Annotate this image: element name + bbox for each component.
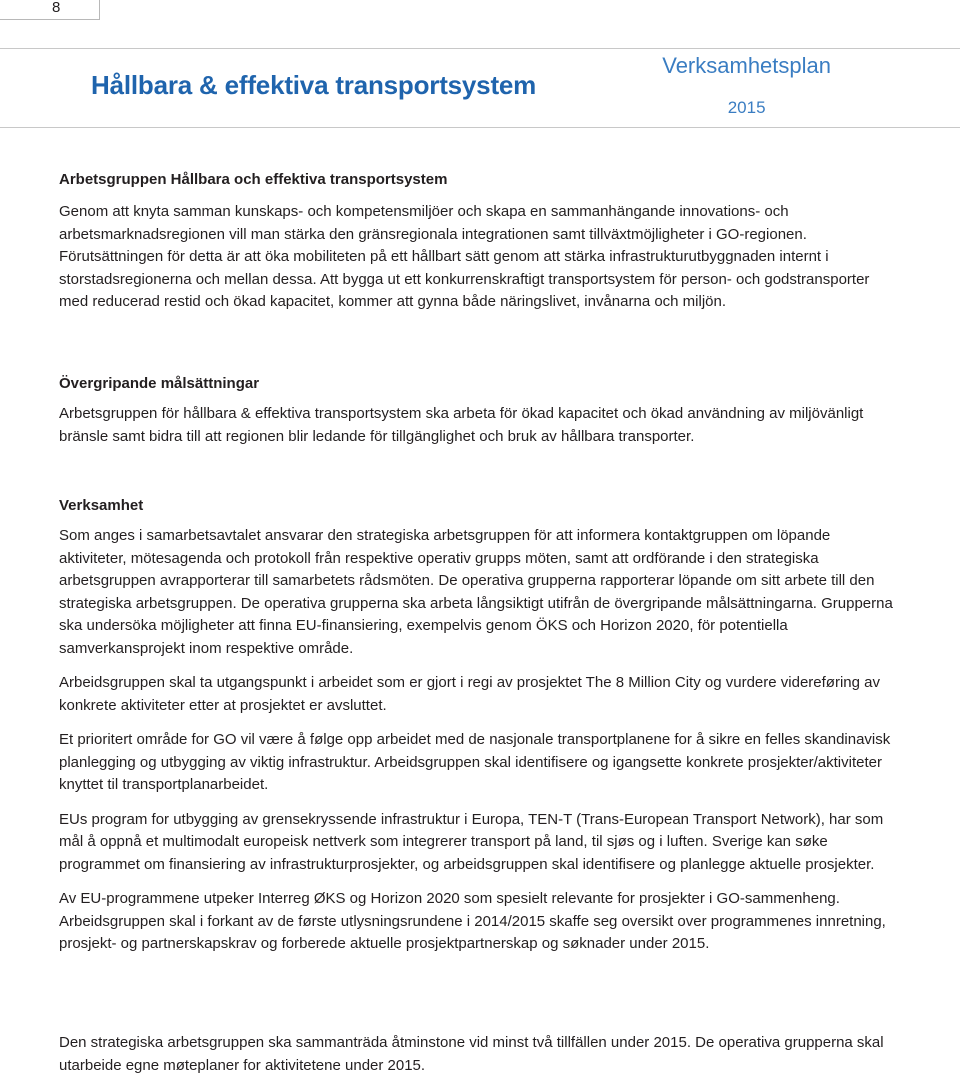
section-heading: Övergripande målsättningar xyxy=(59,375,260,392)
section-overgripande xyxy=(59,374,899,448)
paragraph: Arbeidsgruppen skal ta utgangspunkt i arbeidet som er gjort i regi av prosjektet The 8 Million City og vurdere videreføring av konkrete aktiviteter etter at prosjektet er avsluttet. xyxy=(59,674,880,714)
paragraph: Av EU-programmene utpeker Interreg ØKS og Horizon 2020 som spesielt relevante for prosjekter i GO-sammenheng. Arbeidsgruppen skal i forkant av de første utlysningsrundene i 2014/2015 skaffe seg oversikt over programmenes innretning, prosjekt- og partnerskapskrav og forberede aktuelle prosjektpartnerskap og søknader under 2015. xyxy=(59,890,886,952)
page-number: 8 xyxy=(52,0,61,16)
paragraph: Arbetsgruppen för hållbara & effektiva transportsystem ska arbeta för ökad kapacitet och ökad användning av miljövänligt bränsle samt bidra till att regionen blir ledande för tillgänglighet och bruk av hållbara transporter. xyxy=(59,405,864,445)
page-number-box xyxy=(0,0,100,20)
paragraph: Genom att knyta samman kunskaps- och kompetensmiljöer och skapa en sammanhängande innovations- och arbetsmarknadsregionen vill man stärka den gränsregionala integrationen samt tillväxtmöjligheter i GO-regionen. Förutsättningen för detta är att öka mobiliteten på ett hållbart sätt genom att stärka infrastrukturutbyggnaden internt i storstadsregionerna och mellan dessa. Att bygga ut ett konkurrenskraftigt transportsystem för person- och godstransporter med reducerad restid och ökad kapacitet, kommer att gynna både näringslivet, invånarna och miljön. xyxy=(59,203,870,310)
page-title: Hållbara & effektiva transportsystem xyxy=(91,70,537,100)
page-header xyxy=(0,48,960,128)
paragraph: Et prioritert område for GO vil være å følge opp arbeidet med de nasjonale transportplanene for å sikre en felles skandinavisk planlegging og utbygging av viktig infrastruktur. Arbeidsgruppen skal identifisere og igangsette konkrete prosjekter/aktiviteter knyttet til transportplanarbeidet. xyxy=(59,731,891,793)
document-body xyxy=(59,170,899,1074)
plan-label: Verksamhetsplan xyxy=(662,53,831,78)
section-verksamhet xyxy=(59,496,899,968)
section-heading: Arbetsgruppen Hållbara och effektiva transportsystem xyxy=(59,171,448,188)
plan-year: 2015 xyxy=(727,98,766,117)
closing-paragraph: Den strategiska arbetsgruppen ska sammanträda åtminstone vid minst två tillfällen under 2015. De operativa grupperna skal utarbeide egne møteplaner for aktivitetene under 2015. xyxy=(59,1034,884,1074)
section-arbetsgruppen xyxy=(59,170,899,314)
paragraph: EUs program for utbygging av grensekryssende infrastruktur i Europa, TEN-T (Trans-European Transport Network), har som mål å oppnå et multimodalt europeisk nettverk som integrerer transport på land, til sjøs og i luften. Sverige kan søke programmet om finansiering av infrastrukturprosjekter, og arbeidsgruppen skal identifisere og planlegge aktuelle prosjekter. xyxy=(59,810,884,873)
header-subtitle xyxy=(662,52,831,119)
paragraph: Som anges i samarbetsavtalet ansvarar den strategiska arbetsgruppen för att informera kontaktgruppen om löpande aktiviteter, mötesagenda och protokoll från respektive operativ grupps möten, samt att ordförande i den strategiska arbetsgruppen avrapporterar till samarbetets rådsmöten. De operativa grupperna rapporterar löpande om sitt arbete till den strategiska arbetsgruppen. De operativa grupperna ska arbeta långsiktigt utifrån de övergripande målsättningarna. Grupperna ska undersöka möjligheter att finna EU-finansiering, exempelvis genom ÖKS och Horizon 2020, för potentiella samverkansprojekt inom respektive område. xyxy=(59,527,893,657)
section-heading: Verksamhet xyxy=(59,497,144,514)
